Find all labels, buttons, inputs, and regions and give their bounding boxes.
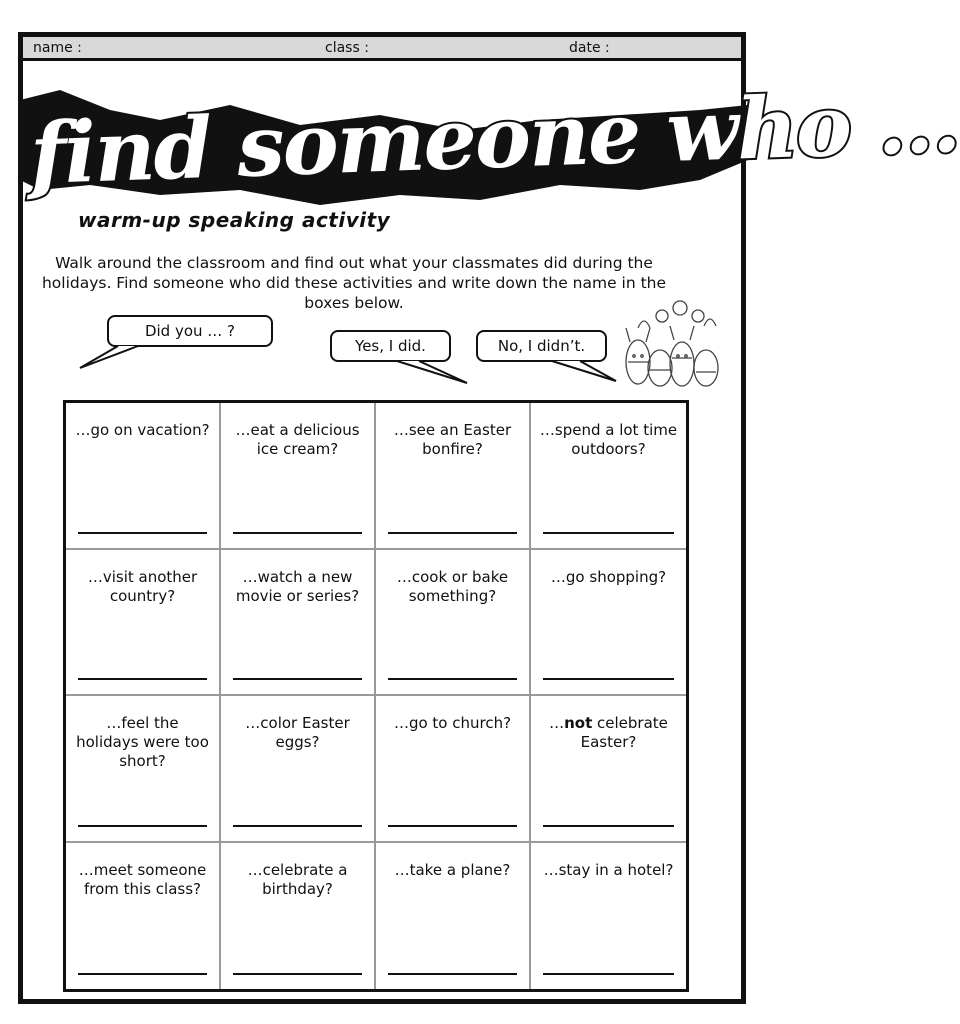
date-label: date : (569, 40, 610, 56)
activity-prompt: …eat a delicious ice cream? (235, 421, 360, 458)
activity-prompt: …color Easter eggs? (245, 714, 350, 751)
name-label: name : (33, 40, 82, 56)
name-write-line[interactable] (543, 973, 674, 975)
bubble-yes (330, 330, 451, 362)
name-write-line[interactable] (233, 973, 362, 975)
activity-cell[interactable] (376, 550, 531, 697)
activity-cell[interactable] (531, 696, 686, 843)
name-write-line[interactable] (388, 678, 517, 680)
name-write-line[interactable] (388, 825, 517, 827)
name-write-line[interactable] (78, 825, 207, 827)
bubble-no-text: No, I didn’t. (497, 337, 586, 355)
header-bar (23, 37, 741, 61)
activity-prompt: …go to church? (393, 714, 512, 732)
activity-cell[interactable] (531, 843, 686, 990)
name-write-line[interactable] (543, 825, 674, 827)
activity-prompt: …celebrate a birthday? (247, 860, 348, 898)
name-write-line[interactable] (388, 973, 517, 975)
prompt-suffix: celebrate Easter? (580, 714, 668, 751)
name-write-line[interactable] (388, 532, 517, 534)
name-write-line[interactable] (233, 532, 362, 534)
activity-prompt: …watch a new movie or series? (235, 567, 360, 605)
activity-prompt: …feel the holidays were too short? (76, 714, 209, 770)
name-write-line[interactable] (543, 532, 674, 534)
activity-cell[interactable] (221, 696, 376, 843)
instructions: Walk around the classroom and find out what your classmates did during the holidays. Find someone who did these activities and write down the name in the boxes below. (41, 254, 667, 312)
prompt-emphasis: not (564, 714, 593, 732)
name-write-line[interactable] (78, 973, 207, 975)
activity-prompt (549, 714, 668, 751)
activity-prompt: …go on vacation? (75, 421, 210, 439)
bubble-question-text: Did you … ? (144, 322, 236, 340)
activity-cell[interactable] (531, 550, 686, 697)
subtitle: warm-up speaking activity (78, 208, 391, 232)
activity-prompt: …go shopping? (550, 567, 667, 586)
activity-prompt: …meet someone from this class? (78, 860, 207, 898)
activity-prompt: …spend a lot time outdoors? (539, 421, 678, 458)
name-write-line[interactable] (233, 825, 362, 827)
activity-cell[interactable] (376, 843, 531, 990)
class-label: class : (325, 40, 369, 56)
bubble-question (107, 315, 273, 347)
activity-cell[interactable] (66, 550, 221, 697)
activity-cell[interactable] (221, 403, 376, 550)
activity-cell[interactable] (531, 403, 686, 550)
activity-cell[interactable] (376, 403, 531, 550)
activity-cell[interactable] (221, 843, 376, 990)
easter-bunnies-eggs-illustration (618, 298, 722, 390)
activity-prompt: …cook or bake something? (396, 567, 509, 605)
activity-grid (63, 400, 689, 992)
name-write-line[interactable] (78, 532, 207, 534)
activity-cell[interactable] (66, 843, 221, 990)
activity-prompt: …take a plane? (394, 860, 511, 879)
activity-cell[interactable] (66, 696, 221, 843)
activity-cell[interactable] (376, 696, 531, 843)
activity-prompt: …see an Easter bonfire? (393, 421, 512, 458)
activity-prompt: …stay in a hotel? (543, 860, 674, 879)
bubble-yes-tail (395, 359, 475, 385)
bubble-no-tail (550, 359, 622, 385)
activity-cell[interactable] (66, 403, 221, 550)
name-write-line[interactable] (233, 678, 362, 680)
activity-prompt: …visit another country? (87, 567, 198, 605)
prompt-prefix: … (549, 714, 565, 732)
name-write-line[interactable] (543, 678, 674, 680)
page-title: find someone who ... (28, 71, 960, 204)
bubble-question-tail (78, 344, 158, 370)
name-write-line[interactable] (78, 678, 207, 680)
bubble-yes-text: Yes, I did. (355, 337, 426, 355)
bubble-no (476, 330, 607, 362)
activity-cell[interactable] (221, 550, 376, 697)
